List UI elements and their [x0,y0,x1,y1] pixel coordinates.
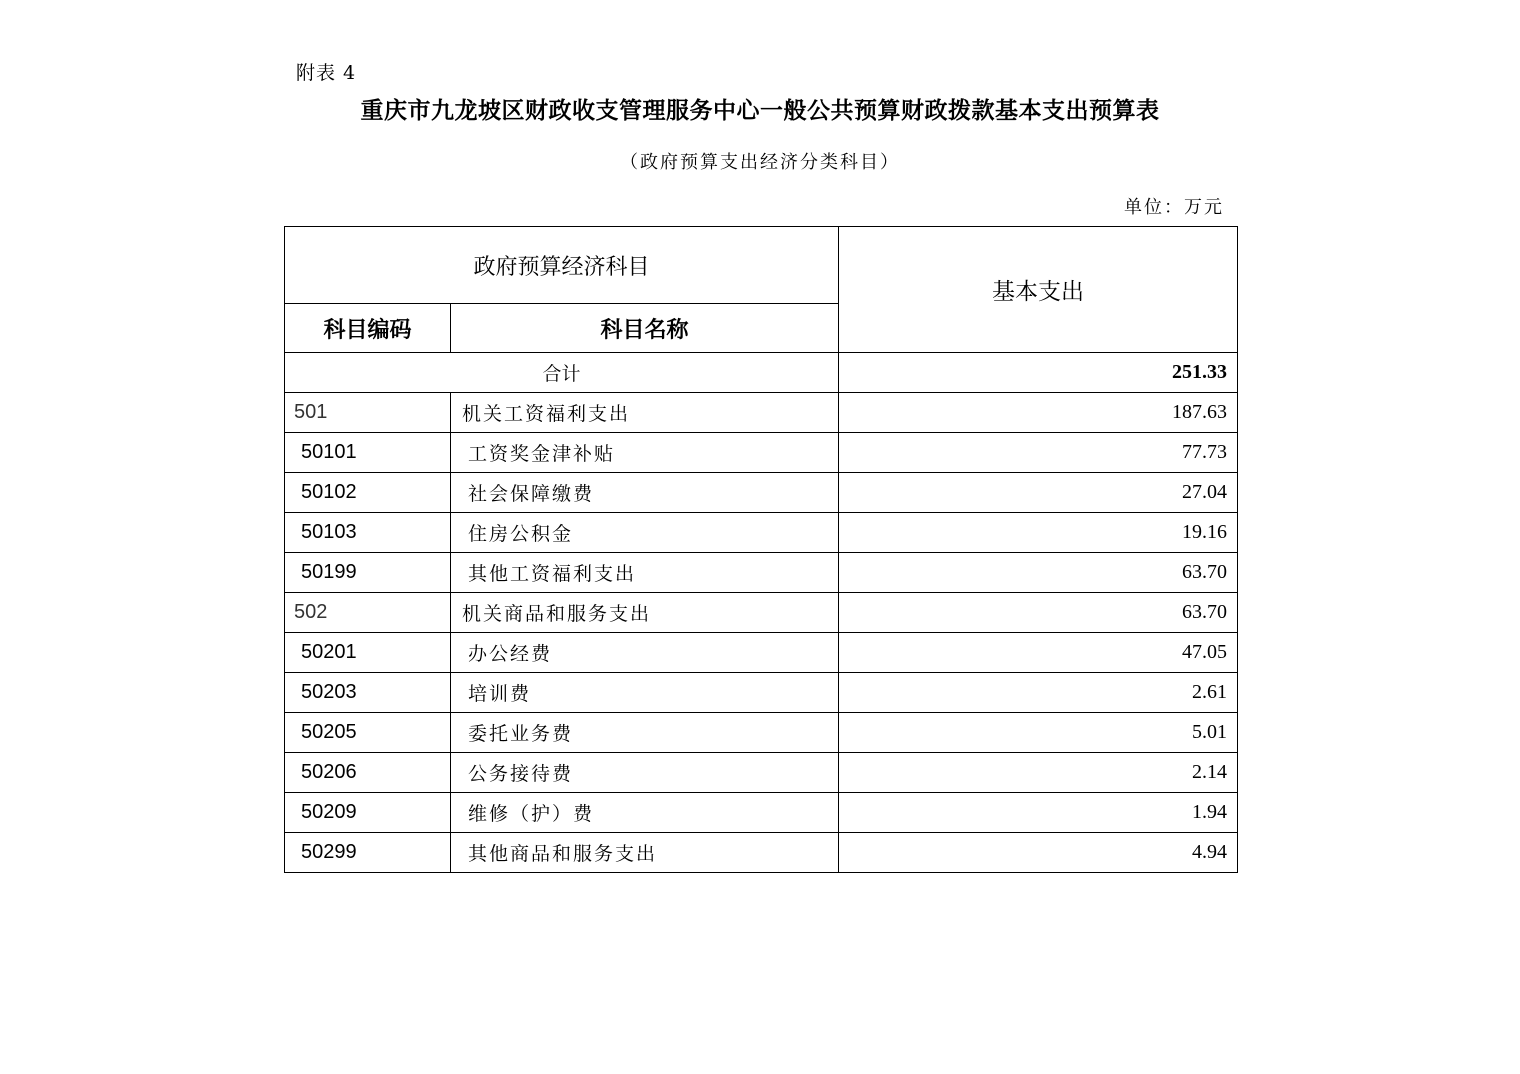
unit-label: 单位：万元 [1124,197,1224,218]
row-name: 其他商品和服务支出 [451,833,839,873]
table-row [285,633,1238,673]
row-code: 50103 [285,513,451,553]
row-value: 2.61 [839,673,1238,713]
row-name: 住房公积金 [451,513,839,553]
row-value: 77.73 [839,433,1238,473]
row-value: 1.94 [839,793,1238,833]
row-code: 50205 [285,713,451,753]
row-code: 50206 [285,753,451,793]
row-name: 机关商品和服务支出 [451,593,839,633]
row-code: 50101 [285,433,451,473]
page-title: 重庆市九龙坡区财政收支管理服务中心一般公共预算财政拨款基本支出预算表 [360,97,1160,124]
row-code: 50201 [285,633,451,673]
row-code: 501 [285,393,451,433]
row-name: 机关工资福利支出 [451,393,839,433]
table-row [285,593,1238,633]
attachment-label: 附表 4 [296,62,357,84]
table-row [285,753,1238,793]
row-name: 维修（护）费 [451,793,839,833]
table-row [285,433,1238,473]
row-value: 187.63 [839,393,1238,433]
table-row [285,513,1238,553]
header-code: 科目编码 [285,304,451,353]
total-label: 合计 [285,353,839,393]
row-name: 委托业务费 [451,713,839,753]
table-row [285,393,1238,433]
row-value: 47.05 [839,633,1238,673]
row-value: 63.70 [839,553,1238,593]
row-code: 50203 [285,673,451,713]
table-row [285,833,1238,873]
budget-table [284,226,1238,873]
row-value: 27.04 [839,473,1238,513]
row-value: 4.94 [839,833,1238,873]
row-name: 社会保障缴费 [451,473,839,513]
row-code: 502 [285,593,451,633]
row-name: 公务接待费 [451,753,839,793]
row-code: 50199 [285,553,451,593]
row-name: 其他工资福利支出 [451,553,839,593]
header-name: 科目名称 [451,304,839,353]
total-value: 251.33 [839,353,1238,393]
table-row [285,673,1238,713]
total-row [285,353,1238,393]
row-code: 50299 [285,833,451,873]
table-row [285,553,1238,593]
row-name: 工资奖金津补贴 [451,433,839,473]
header-row-1 [285,227,1238,304]
row-name: 办公经费 [451,633,839,673]
table-row [285,713,1238,753]
table-row [285,473,1238,513]
row-value: 2.14 [839,753,1238,793]
row-value: 5.01 [839,713,1238,753]
row-code: 50102 [285,473,451,513]
row-value: 19.16 [839,513,1238,553]
header-value: 基本支出 [839,227,1238,353]
header-group: 政府预算经济科目 [285,227,839,304]
table-row [285,793,1238,833]
row-value: 63.70 [839,593,1238,633]
row-code: 50209 [285,793,451,833]
page-subtitle: （政府预算支出经济分类科目） [620,152,900,173]
row-name: 培训费 [451,673,839,713]
